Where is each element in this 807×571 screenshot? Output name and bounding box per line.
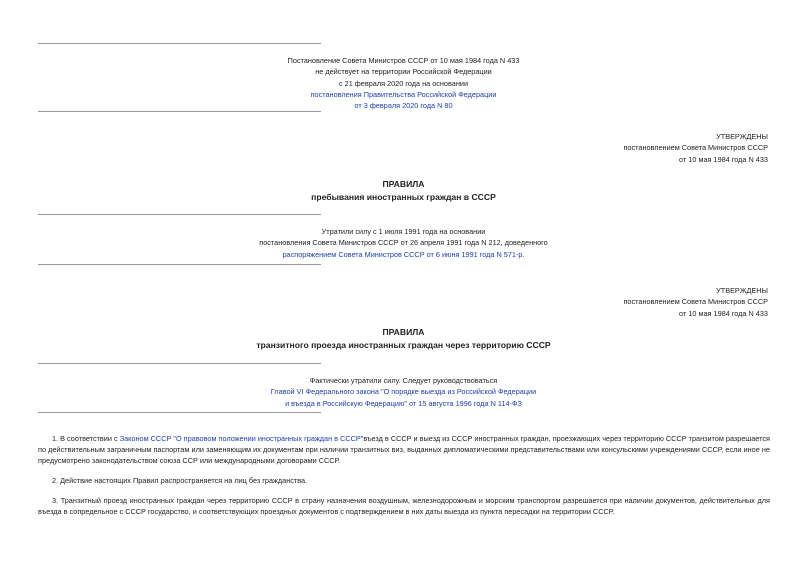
divider-notice-bottom [38,111,321,112]
divider-lost-1-top [38,214,321,215]
paragraph-3-text: 3. Транзитный проезд иностранных граждан через территорию СССР в страну назначения воздушным, железнодорожным и морским транспортом разрешается при наличии документов, действительных для въезда в сопредельное с СССР государство, и соответствующих проездных документов с подтверждением в них даты выезда из пункта пересадки на территории СССР. [38,496,770,517]
lost-2-link-law-chapter[interactable]: Главой VI Федерального закона "О порядке выезда из Российской Федерации [270,387,537,397]
divider-lost-2-bottom [38,412,321,413]
lost-1-line-1: Утратили силу с 1 июля 1991 года на основании [321,227,486,236]
paragraph-2-text: 2. Действие настоящих Правил распространяется на лиц без гражданства. [52,476,308,485]
lost-force-note-1 [0,226,807,260]
approved-block-1 [623,131,768,165]
title-2-line-2: транзитного проезда иностранных граждан через территорию СССР [256,339,551,350]
paragraph-1-start: 1. В соответствии с [52,434,120,443]
divider-lost-1-bottom [38,264,321,265]
lost-force-note-2 [0,375,807,409]
legal-notice [0,55,807,111]
lost-1-link-order[interactable]: распоряжением Совета Министров СССР от 6 июня 1991 года N 571-р. [282,249,525,259]
title-1-line-2: пребывания иностранных граждан в СССР [311,191,496,202]
approved-block-2 [623,285,768,319]
lost-2-line-1: Фактически утратили силу. Следует руководствоваться [309,376,498,385]
approved-2-line-3: от 10 мая 1984 года N 433 [679,308,768,318]
divider-top [38,43,321,44]
notice-line-3: с 21 февраля 2020 года на основании [338,78,469,88]
title-2-line-1: ПРАВИЛА [382,327,425,337]
divider-lost-2-top [38,363,321,364]
notice-link-decree-date[interactable]: от 3 февраля 2020 года N 80 [354,101,453,111]
notice-line-2: не действует на территории Российской Федерации [315,67,492,77]
paragraph-1 [38,433,770,467]
notice-link-decree[interactable]: постановления Правительства Российской Федерации [310,89,497,99]
paragraph-1-rest: въезд в СССР и выезд из СССР иностранных граждан, проезжающих через территорию СССР транзитом разрешается по действительным заграничным паспортам или заменяющим их документам при наличии транзитных виз, выданных дипломатическими представительствами или консульскими учреждениями СССР, если иное не предусмотрено законодательством союза ССР или международными договорами СССР. [38,434,770,466]
approved-1-line-2: постановлением Совета Министров СССР [623,143,768,153]
paragraph-2 [38,475,770,486]
lost-1-line-2: постановления Совета Министров СССР от 26 апреля 1991 года N 212, доведенного [259,238,548,248]
rules-title-1 [0,178,807,203]
approved-1-line-1: УТВЕРЖДЕНЫ [716,132,768,141]
paragraph-1-law-link[interactable]: Законом СССР "О правовом положении иностранных граждан в СССР" [119,434,364,443]
paragraph-3 [38,495,770,517]
approved-1-line-3: от 10 мая 1984 года N 433 [679,154,768,164]
rules-title-2 [0,326,807,351]
approved-2-line-2: постановлением Совета Министров СССР [623,297,768,307]
title-1-line-1: ПРАВИЛА [382,179,425,189]
approved-2-line-1: УТВЕРЖДЕНЫ [716,286,768,295]
lost-2-link-law-date[interactable]: и въезда в Российскую Федерацию" от 15 августа 1996 года N 114-ФЗ [285,398,522,408]
notice-line-1: Постановление Совета Министров СССР от 10 мая 1984 года N 433 [287,56,520,65]
